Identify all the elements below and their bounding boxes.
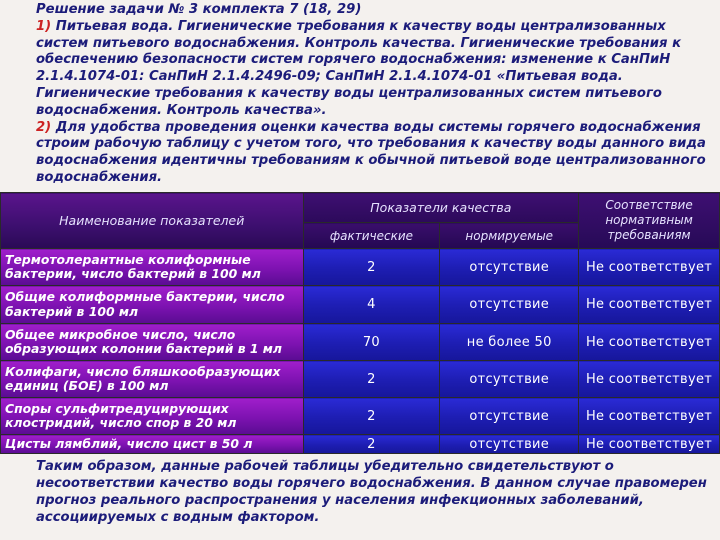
row-normative-value: отсутствие [440, 435, 579, 454]
row-normative-value: отсутствие [440, 286, 579, 324]
paragraph-1 [6, 19, 716, 120]
conclusion-text [6, 458, 716, 526]
header-actual: фактические [303, 223, 440, 249]
row-indicator-name: Термотолерантные колиформные бактерии, число бактерий в 100 мл [1, 249, 304, 286]
quality-table [0, 192, 720, 454]
paragraph-1-text: Питьевая вода. Гигиенические требования к качеству воды централизованных систем питьевого водоснабжения. Контроль качества. Гигиенические требования к обеспечению безопасности систем горячего водоснабжения: изменение к СанПиН 2.1.4.1074-01: СанПиН 2.1.4.2496-09; СанПиН 2.1.4.1074-01 «Питьевая вода. Гигиенические требования к качеству воды централизованных систем питьевого водоснабжения. Контроль качества». [36, 18, 682, 118]
table-row [1, 435, 720, 454]
header-indicator-name: Наименование показателей [1, 193, 304, 249]
row-compliance: Не соответствует [579, 286, 720, 324]
row-indicator-name: Цисты лямблий, число цист в 50 л [1, 435, 304, 454]
row-actual-value: 2 [303, 361, 440, 398]
row-actual-value: 2 [303, 398, 440, 435]
row-actual-value: 2 [303, 249, 440, 286]
row-compliance: Не соответствует [579, 249, 720, 286]
intro-text [6, 2, 716, 187]
table-row [1, 361, 720, 398]
row-normative-value: отсутствие [440, 249, 579, 286]
row-compliance: Не соответствует [579, 324, 720, 361]
table-row [1, 249, 720, 286]
table-row [1, 324, 720, 361]
row-indicator-name: Общее микробное число, число образующих колонии бактерий в 1 мл [1, 324, 304, 361]
row-compliance: Не соответствует [579, 398, 720, 435]
paragraph-2-number: 2) [36, 119, 52, 135]
solution-heading: Решение задачи № 3 комплекта 7 (18, 29) [36, 2, 362, 17]
header-compliance: Соответствие нормативным требованиям [579, 193, 720, 249]
paragraph-2 [6, 120, 716, 187]
row-indicator-name: Колифаги, число бляшкообразующих единиц (БОЕ) в 100 мл [1, 361, 304, 398]
row-actual-value: 70 [303, 324, 440, 361]
row-indicator-name: Споры сульфитредуцирующих клостридий, число спор в 20 мл [1, 398, 304, 435]
table-row [1, 286, 720, 324]
header-normative: нормируемые [440, 223, 579, 249]
row-compliance: Не соответствует [579, 361, 720, 398]
header-quality-indicators: Показатели качества [303, 193, 579, 223]
row-normative-value: не более 50 [440, 324, 579, 361]
row-actual-value: 4 [303, 286, 440, 324]
row-normative-value: отсутствие [440, 361, 579, 398]
row-normative-value: отсутствие [440, 398, 579, 435]
paragraph-2-text: Для удобства проведения оценки качества воды системы горячего водоснабжения строим рабочую таблицу с учетом того, что требования к качеству воды данного вида водоснабжения идентичны требованиям к обычной питьевой воде централизованного водоснабжения. [36, 119, 706, 185]
row-actual-value: 2 [303, 435, 440, 454]
row-indicator-name: Общие колиформные бактерии, число бактерий в 100 мл [1, 286, 304, 324]
paragraph-1-number: 1) [36, 18, 52, 34]
table-row [1, 398, 720, 435]
row-compliance: Не соответствует [579, 435, 720, 454]
conclusion-paragraph: Таким образом, данные рабочей таблицы убедительно свидетельствуют о несоответствии качество воды горячего водоснабжения. В данном случае правомерен прогноз реального распространения у населения инфекционных заболеваний, ассоциируемых с водным фактором. [36, 459, 707, 525]
